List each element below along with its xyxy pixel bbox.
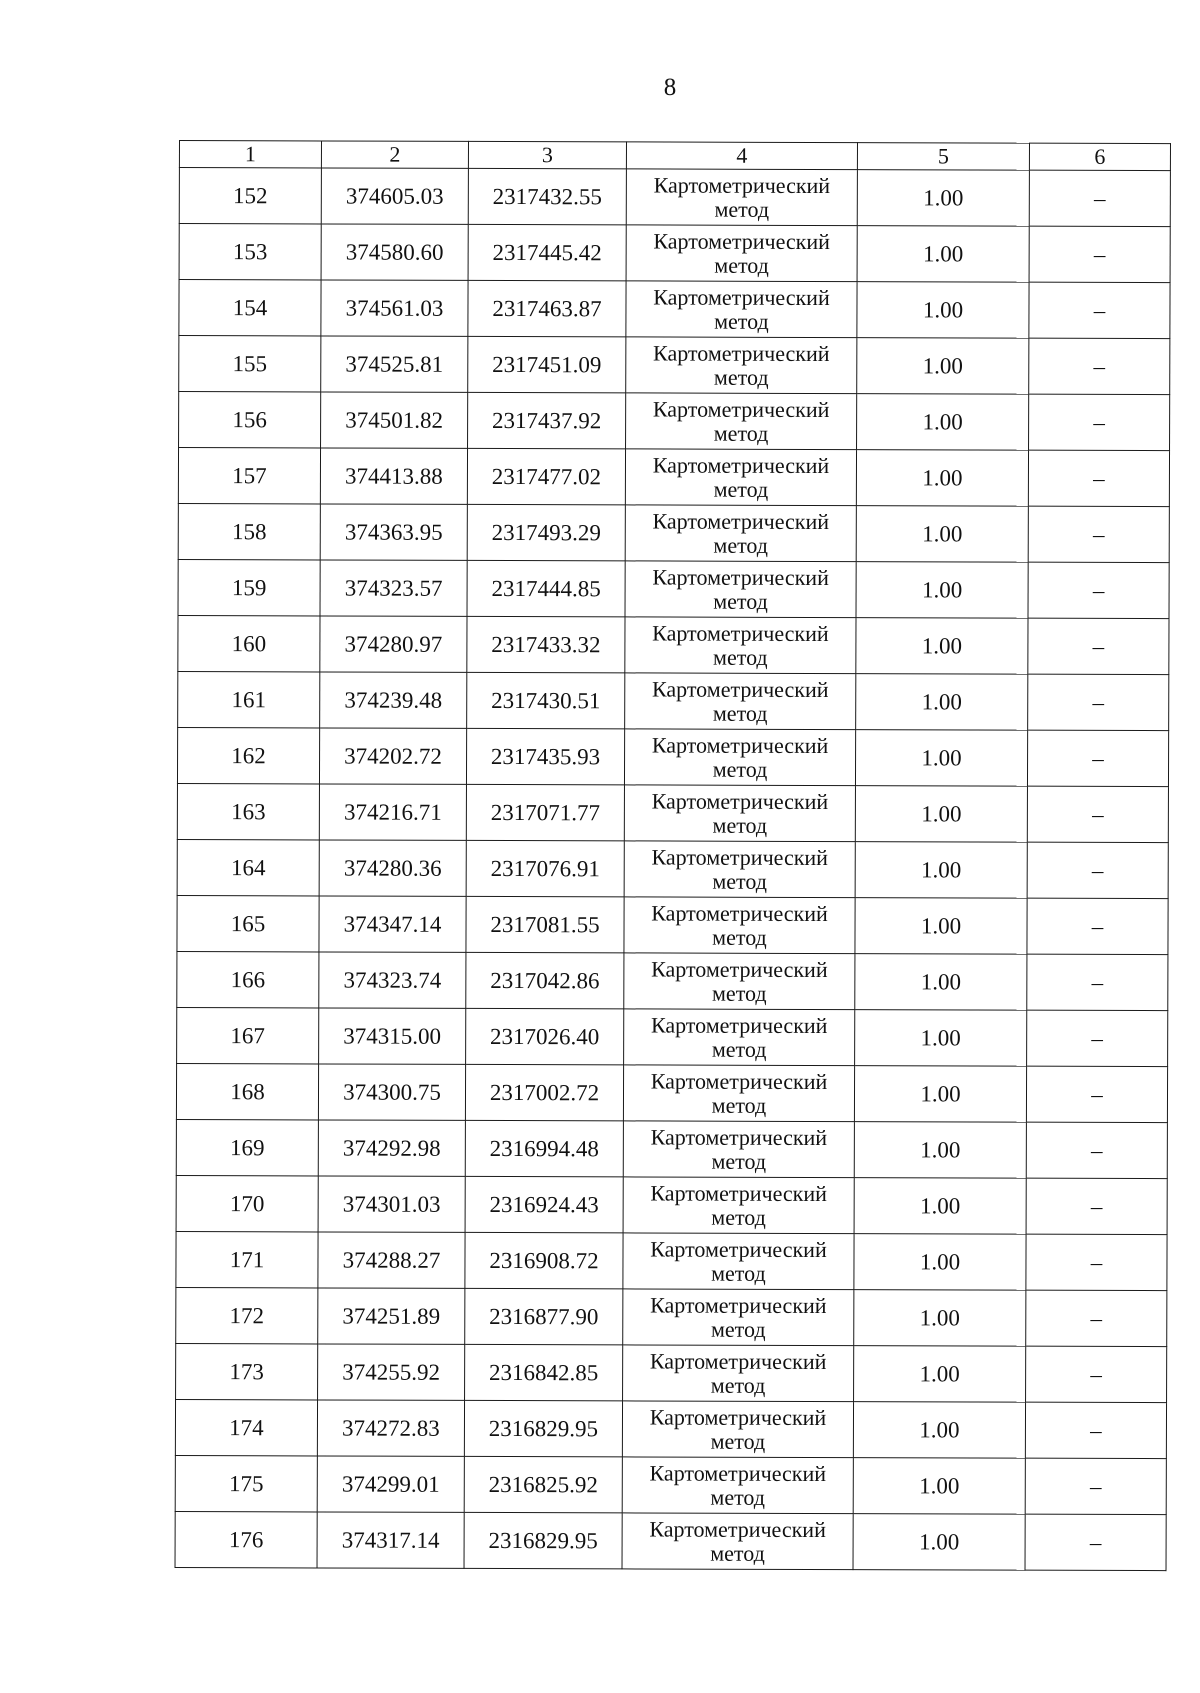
accuracy-cell: 1.00 (857, 226, 1029, 283)
x-coordinate-cell: 374363.95 (320, 504, 467, 560)
y-coordinate-cell: 2317445.42 (468, 224, 626, 280)
point-number-cell: 157 (178, 448, 320, 504)
note-cell: – (1027, 954, 1168, 1010)
point-number-cell: 159 (178, 559, 320, 615)
x-coordinate-cell: 374251.89 (318, 1288, 465, 1344)
table-row (176, 1063, 1167, 1122)
table-row (179, 168, 1170, 227)
x-coordinate-cell: 374216.71 (319, 784, 466, 840)
point-number-cell: 176 (175, 1511, 317, 1567)
y-coordinate-cell: 2316825.92 (464, 1456, 622, 1512)
method-line-1: Картометрический (651, 955, 828, 982)
note-cell: – (1028, 562, 1169, 618)
table-row (178, 503, 1169, 562)
table-row (179, 224, 1170, 283)
point-number-cell: 152 (179, 168, 321, 224)
accuracy-cell: 1.00 (854, 1290, 1026, 1347)
method-cell (623, 1289, 854, 1346)
method-cell (624, 841, 855, 898)
note-cell: – (1029, 170, 1170, 226)
accuracy-cell: 1.00 (854, 1178, 1026, 1235)
note-cell: – (1029, 394, 1170, 450)
method-line-2: метод (710, 1540, 765, 1566)
accuracy-cell: 1.00 (854, 1066, 1026, 1123)
method-cell (626, 281, 857, 338)
point-number-cell: 160 (178, 615, 320, 671)
method-line-1: Картометрический (649, 1515, 826, 1542)
method-line-1: Картометрический (650, 1179, 827, 1206)
method-line-1: Картометрический (651, 843, 829, 870)
method-cell (624, 953, 855, 1010)
note-cell: – (1027, 1010, 1168, 1066)
x-coordinate-cell: 374525.81 (321, 336, 468, 392)
method-cell (622, 1401, 853, 1458)
accuracy-cell: 1.00 (855, 730, 1027, 787)
method-cell (622, 1513, 853, 1570)
table-row (176, 1287, 1167, 1346)
point-number-cell: 164 (177, 839, 319, 895)
method-cell (626, 225, 857, 282)
point-number-cell: 162 (177, 727, 319, 783)
note-cell: – (1028, 674, 1169, 730)
method-cell (623, 1233, 854, 1290)
method-cell (626, 393, 857, 450)
x-coordinate-cell: 374413.88 (320, 448, 467, 504)
page-number: 8 (663, 74, 677, 101)
y-coordinate-cell: 2317076.91 (466, 840, 624, 896)
note-cell: – (1029, 338, 1170, 394)
x-coordinate-cell: 374605.03 (321, 168, 468, 224)
accuracy-cell: 1.00 (855, 786, 1027, 843)
method-cell (623, 1177, 854, 1234)
note-cell: – (1026, 1234, 1167, 1290)
x-coordinate-cell: 374323.57 (320, 560, 467, 616)
table-row (179, 336, 1170, 395)
coordinates-table (175, 140, 1171, 1571)
method-line-1: Картометрический (651, 899, 828, 926)
note-cell: – (1026, 1066, 1167, 1122)
note-cell: – (1026, 1178, 1167, 1234)
method-line-2: метод (713, 644, 768, 670)
table-row (176, 1343, 1167, 1402)
method-line-1: Картометрический (651, 731, 829, 758)
point-number-cell: 167 (177, 1007, 319, 1063)
point-number-cell: 174 (175, 1399, 317, 1455)
method-line-2: метод (713, 476, 769, 502)
accuracy-cell: 1.00 (856, 562, 1028, 619)
table-row (176, 1119, 1167, 1178)
point-number-cell: 161 (178, 671, 320, 727)
table-row (178, 448, 1169, 507)
method-line-2: метод (713, 364, 769, 390)
note-cell: – (1025, 1402, 1166, 1458)
y-coordinate-cell: 2317081.55 (466, 896, 624, 952)
method-cell (624, 785, 855, 842)
point-number-cell: 168 (176, 1063, 318, 1119)
method-line-1: Картометрический (653, 283, 830, 310)
method-cell (623, 1345, 854, 1402)
y-coordinate-cell: 2317463.87 (468, 280, 626, 336)
method-line-2: метод (712, 812, 768, 838)
y-coordinate-cell: 2316829.95 (464, 1400, 622, 1456)
note-cell: – (1028, 450, 1169, 506)
accuracy-cell: 1.00 (853, 1402, 1025, 1459)
table-row (175, 1511, 1166, 1570)
note-cell: – (1026, 1122, 1167, 1178)
method-line-2: метод (711, 980, 767, 1006)
x-coordinate-cell: 374288.27 (318, 1232, 465, 1288)
method-line-1: Картометрический (651, 787, 829, 814)
table-row (179, 280, 1170, 339)
method-line-2: метод (711, 1036, 767, 1062)
accuracy-cell: 1.00 (857, 282, 1029, 339)
accuracy-cell: 1.00 (853, 1514, 1025, 1571)
method-line-2: метод (712, 756, 768, 782)
point-number-cell: 173 (176, 1343, 318, 1399)
table-row (176, 1231, 1167, 1290)
method-cell (623, 1121, 854, 1178)
method-line-1: Картометрический (650, 1011, 828, 1038)
method-cell (625, 561, 856, 618)
method-line-2: метод (713, 588, 768, 614)
header-cell-2: 2 (321, 141, 468, 168)
method-line-2: метод (712, 924, 767, 950)
accuracy-cell: 1.00 (856, 674, 1028, 731)
method-line-2: метод (711, 1204, 766, 1230)
y-coordinate-cell: 2317437.92 (468, 392, 626, 448)
table-row (176, 1175, 1167, 1234)
method-line-2: метод (712, 868, 767, 894)
point-number-cell: 155 (179, 336, 321, 392)
point-number-cell: 154 (179, 280, 321, 336)
point-number-cell: 166 (177, 951, 319, 1007)
y-coordinate-cell: 2317042.86 (466, 952, 624, 1008)
table-row (175, 1399, 1166, 1458)
method-line-2: метод (714, 196, 770, 222)
note-cell: – (1025, 1458, 1166, 1514)
note-cell: – (1027, 842, 1168, 898)
method-cell (624, 897, 855, 954)
method-line-2: метод (710, 1316, 766, 1342)
y-coordinate-cell: 2316877.90 (465, 1288, 623, 1344)
method-line-2: метод (711, 1148, 767, 1174)
method-line-2: метод (711, 1260, 766, 1286)
method-line-1: Картометрический (651, 675, 829, 702)
note-cell: – (1028, 618, 1169, 674)
note-cell: – (1028, 506, 1169, 562)
table-row (177, 895, 1168, 954)
method-line-2: метод (712, 700, 768, 726)
y-coordinate-cell: 2317451.09 (468, 336, 626, 392)
accuracy-cell: 1.00 (857, 394, 1029, 451)
method-line-2: метод (714, 252, 769, 278)
y-coordinate-cell: 2317071.77 (466, 784, 624, 840)
table-row (177, 727, 1168, 786)
point-number-cell: 158 (178, 503, 320, 559)
x-coordinate-cell: 374301.03 (318, 1176, 465, 1232)
y-coordinate-cell: 2317433.32 (467, 616, 625, 672)
x-coordinate-cell: 374255.92 (318, 1344, 465, 1400)
method-line-1: Картометрический (650, 1291, 827, 1318)
method-line-1: Картометрический (652, 619, 829, 646)
x-coordinate-cell: 374300.75 (318, 1064, 465, 1120)
x-coordinate-cell: 374347.14 (319, 896, 466, 952)
table-header-row (179, 141, 1170, 171)
x-coordinate-cell: 374292.98 (318, 1120, 465, 1176)
y-coordinate-cell: 2316829.95 (464, 1512, 622, 1568)
accuracy-cell: 1.00 (855, 842, 1027, 899)
accuracy-cell: 1.00 (853, 1458, 1025, 1515)
accuracy-cell: 1.00 (854, 1346, 1026, 1403)
table-row (177, 839, 1168, 898)
table-row (178, 615, 1169, 674)
note-cell: – (1026, 1290, 1167, 1346)
method-line-2: метод (714, 308, 769, 334)
point-number-cell: 153 (179, 224, 321, 280)
accuracy-cell: 1.00 (857, 170, 1029, 227)
method-cell (626, 169, 857, 226)
method-cell (625, 505, 856, 562)
method-cell (625, 449, 856, 506)
accuracy-cell: 1.00 (855, 898, 1027, 955)
x-coordinate-cell: 374561.03 (321, 280, 468, 336)
method-line-2: метод (710, 1428, 766, 1454)
y-coordinate-cell: 2316924.43 (465, 1176, 623, 1232)
accuracy-cell: 1.00 (856, 450, 1028, 507)
method-cell (622, 1457, 853, 1514)
point-number-cell: 172 (176, 1287, 318, 1343)
method-line-1: Картометрический (652, 563, 829, 590)
y-coordinate-cell: 2316842.85 (465, 1344, 623, 1400)
method-line-1: Картометрический (650, 1067, 828, 1094)
x-coordinate-cell: 374580.60 (321, 224, 468, 280)
y-coordinate-cell: 2316994.48 (465, 1120, 623, 1176)
accuracy-cell: 1.00 (855, 1010, 1027, 1067)
x-coordinate-cell: 374299.01 (317, 1456, 464, 1512)
x-coordinate-cell: 374323.74 (319, 952, 466, 1008)
method-cell (625, 673, 856, 730)
table-row (178, 559, 1169, 618)
note-cell: – (1027, 898, 1168, 954)
header-cell-4: 4 (626, 142, 857, 170)
y-coordinate-cell: 2317026.40 (466, 1008, 624, 1064)
x-coordinate-cell: 374272.83 (317, 1400, 464, 1456)
table-row (177, 1007, 1168, 1066)
header-cell-5: 5 (857, 143, 1029, 171)
y-coordinate-cell: 2317430.51 (467, 672, 625, 728)
header-cell-3: 3 (468, 141, 626, 168)
note-cell: – (1025, 1514, 1166, 1570)
method-line-2: метод (710, 1372, 766, 1398)
method-line-1: Картометрический (653, 339, 830, 366)
method-line-2: метод (713, 420, 769, 446)
method-line-1: Картометрический (652, 395, 830, 422)
method-cell (626, 337, 857, 394)
accuracy-cell: 1.00 (854, 1234, 1026, 1291)
method-cell (624, 729, 855, 786)
y-coordinate-cell: 2316908.72 (465, 1232, 623, 1288)
method-line-1: Картометрический (650, 1235, 827, 1262)
method-line-1: Картометрический (652, 507, 830, 534)
method-cell (625, 617, 856, 674)
y-coordinate-cell: 2317002.72 (465, 1064, 623, 1120)
point-number-cell: 163 (177, 783, 319, 839)
table-row (175, 1455, 1166, 1514)
table-row (177, 951, 1168, 1010)
table-row (177, 783, 1168, 842)
y-coordinate-cell: 2317444.85 (467, 560, 625, 616)
method-line-1: Картометрический (653, 171, 831, 198)
point-number-cell: 165 (177, 895, 319, 951)
table-body (175, 141, 1170, 1571)
point-number-cell: 169 (176, 1119, 318, 1175)
accuracy-cell: 1.00 (855, 954, 1027, 1011)
accuracy-cell: 1.00 (854, 1122, 1026, 1179)
x-coordinate-cell: 374202.72 (319, 728, 466, 784)
method-line-1: Картометрический (649, 1403, 827, 1430)
y-coordinate-cell: 2317493.29 (467, 504, 625, 560)
x-coordinate-cell: 374280.97 (320, 616, 467, 672)
method-line-2: метод (713, 532, 769, 558)
y-coordinate-cell: 2317435.93 (466, 728, 624, 784)
method-line-2: метод (710, 1484, 766, 1510)
point-number-cell: 175 (175, 1455, 317, 1511)
method-line-1: Картометрический (652, 451, 830, 478)
method-cell (623, 1065, 854, 1122)
table-row (178, 671, 1169, 730)
method-line-1: Картометрический (649, 1459, 827, 1486)
x-coordinate-cell: 374317.14 (317, 1512, 464, 1568)
x-coordinate-cell: 374501.82 (321, 392, 468, 448)
method-line-2: метод (711, 1092, 767, 1118)
x-coordinate-cell: 374315.00 (319, 1008, 466, 1064)
accuracy-cell: 1.00 (856, 506, 1028, 563)
x-coordinate-cell: 374280.36 (319, 840, 466, 896)
header-cell-1: 1 (179, 141, 321, 168)
method-line-1: Картометрический (650, 1123, 828, 1150)
table-row (179, 392, 1170, 451)
y-coordinate-cell: 2317477.02 (467, 448, 625, 504)
header-cell-6: 6 (1029, 143, 1170, 170)
point-number-cell: 156 (179, 392, 321, 448)
point-number-cell: 170 (176, 1175, 318, 1231)
method-line-1: Картометрический (649, 1347, 827, 1374)
note-cell: – (1027, 786, 1168, 842)
accuracy-cell: 1.00 (857, 338, 1029, 395)
accuracy-cell: 1.00 (856, 618, 1028, 675)
y-coordinate-cell: 2317432.55 (468, 168, 626, 224)
note-cell: – (1029, 226, 1170, 282)
point-number-cell: 171 (176, 1231, 318, 1287)
note-cell: – (1029, 282, 1170, 338)
note-cell: – (1027, 730, 1168, 786)
method-cell (624, 1009, 855, 1066)
x-coordinate-cell: 374239.48 (320, 672, 467, 728)
note-cell: – (1026, 1346, 1167, 1402)
method-line-1: Картометрический (653, 227, 830, 254)
